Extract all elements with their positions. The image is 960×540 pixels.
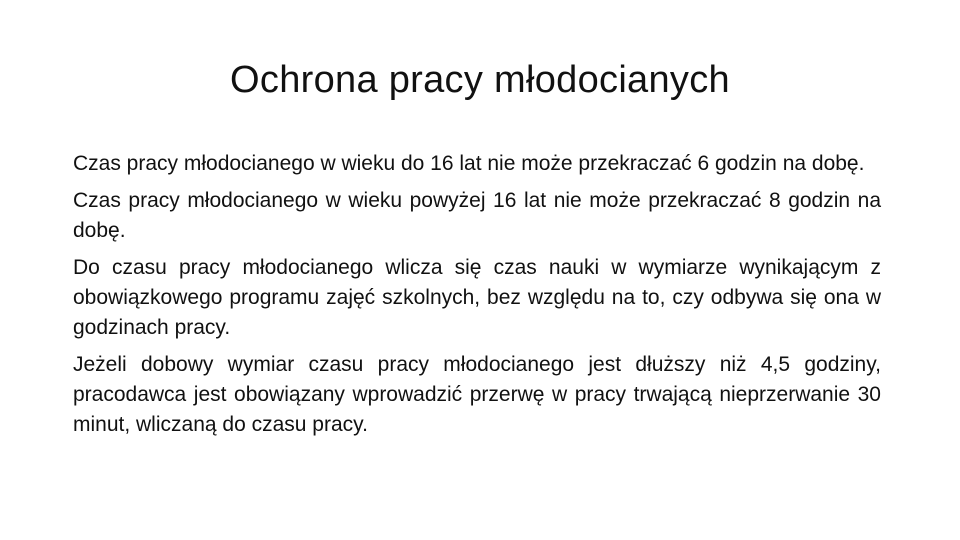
slide-title: Ochrona pracy młodocianych: [230, 59, 730, 101]
paragraph-2: Czas pracy młodocianego w wieku powyżej 16 lat nie może przekraczać 8 godzin na dobę.: [73, 189, 881, 242]
paragraph-1: Czas pracy młodocianego w wieku do 16 lat nie może przekraczać 6 godzin na dobę.: [73, 152, 865, 175]
paragraph-4: Jeżeli dobowy wymiar czasu pracy młodocianego jest dłuższy niż 4,5 godziny, pracodawca jest obowiązany wprowadzić przerwę w pracy trwającą nieprzerwanie 30 minut, wliczaną do czasu pracy.: [73, 353, 881, 436]
slide-body: [73, 149, 881, 447]
paragraph-3: Do czasu pracy młodocianego wlicza się czas nauki w wymiarze wynikającym z obowiązkowego programu zajęć szkolnych, bez względu na to, czy odbywa się ona w godzinach pracy.: [73, 256, 881, 339]
